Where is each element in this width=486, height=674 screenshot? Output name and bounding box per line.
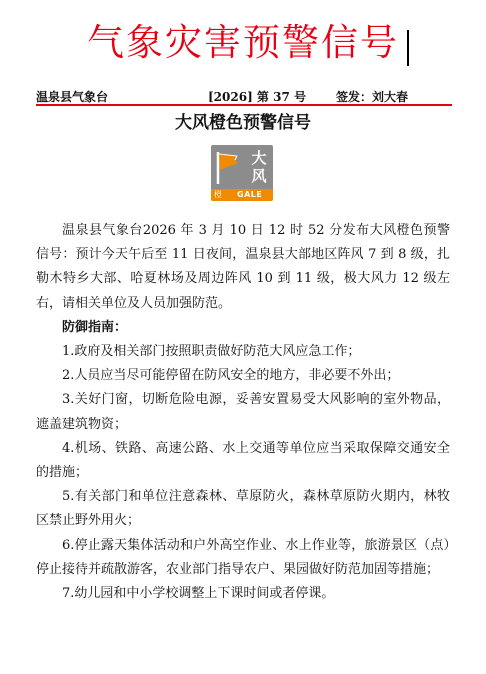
badge-char-feng: 风 [251, 167, 267, 185]
guide-heading: 防御指南： [62, 319, 128, 335]
guide-item: 7.幼儿园和中小学校调整上下课时间或者停课。 [62, 586, 335, 602]
guide-item: 1.政府及相关部门按照职责做好防范大风应急工作； [62, 344, 361, 360]
guide-item: 4.机场、铁路、高速公路、水上交通等单位应当采取保障交通安全的措施； [36, 440, 450, 481]
gale-orange-warning-badge [211, 145, 273, 201]
guide-item: 3.关好门窗，切断危险电源，妥善安置易受大风影响的室外物品，遮盖建筑物资； [36, 392, 450, 432]
intro-paragraph: 温泉县气象台2026 年 3 月 10 日 12 时 52 分发布大风橙色预警信号：预计今天午后至 11 日夜间，温泉县大部地区阵风 7 到 8 级，扎勒木特乡大部、哈夏林场及周边阵风 10 到 11 级，极大风力 12 级左右，请相关单位及人员加强防范。 [36, 223, 450, 311]
signer: 签发：刘大春 [336, 90, 409, 104]
badge-level: 橙 [214, 190, 222, 199]
badge-top [211, 145, 273, 189]
banner-title: 气象灾害预警信号 [87, 21, 399, 64]
badge-level-strip [211, 189, 273, 201]
issue-number: [2026] 第 37 号 [208, 90, 306, 104]
badge-char-da: 大 [251, 149, 267, 167]
text-cursor [407, 30, 409, 66]
guide-item: 5.有关部门和单位注意森林、草原防火，森林草原防火期内，林牧区禁止野外用火； [36, 489, 450, 529]
issuing-office: 温泉县气象台 [36, 90, 109, 104]
header-divider [36, 104, 452, 106]
document-banner [0, 18, 486, 68]
wind-warning-flag-icon [214, 149, 242, 185]
guide-item: 6.停止露天集体活动和户外高空作业、水上作业等，旅游景区（点）停止接待并疏散游客，农业部门指导农户、果园做好防范加固等措施； [36, 537, 450, 577]
page-title: 大风橙色预警信号 [175, 113, 311, 133]
document-body [36, 219, 450, 606]
guide-item: 2.人员应当尽可能停留在防风安全的地方，非必要不外出； [62, 368, 400, 384]
badge-english-label: GALE [237, 190, 263, 199]
